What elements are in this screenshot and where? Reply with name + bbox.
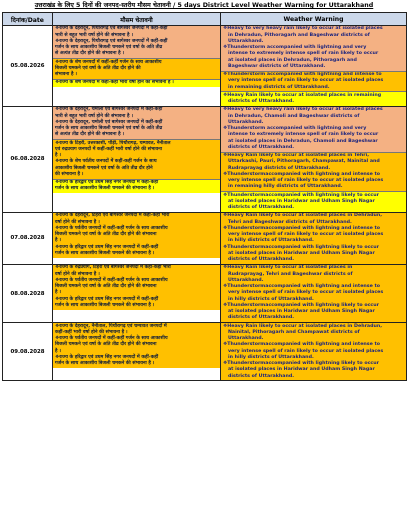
date-cell: 08.08.2028 <box>3 264 53 322</box>
orange-level-warning: ❖Heavy Rain likely to occur at isolated places in Rudraprayag, Tehri and Bageshwar districts of Uttarakhand. ❖Thunderstormaccompanied with lightning and intense to very intense spell of rain likely to occur at isolated places in hilly districts of Uttarakhand. ❖Thunderstormaccompanied with lightning likely to occur at isolated places in Haridwar and Udham Singh Nagar districts of Uttarakhand. <box>221 265 406 322</box>
header-row <box>3 13 407 26</box>
date-cell: 09.08.2028 <box>3 323 53 381</box>
red-level-warning: ❖राज्य के देहरादून, चमोली एवं बागेश्वर जनपदों में कहीं-कहीं भारी से बहुत भारी वर्षा होने की संभावना है । ❖राज्य के देहरादून, चमोली एवं बागेश्वर जनपदों में कहीं-कहीं गर्जन के साथ आकाशीय बिजली चमकने एवं वर्षा के अति तीव्र से अत्यंत तीव्र दौर होने की संभावना है । <box>53 107 220 139</box>
hindi-warning-cell <box>53 212 221 264</box>
orange-level-warning: ❖राज्य के देहरादून, नैनीताल, पिथौरागढ़ एवं चम्पावत जनपदों में कहीं-कहीं भारी वर्षा होने की संभावना है । ❖राज्य के पर्वतीय जनपदों में कहीं-कहीं गर्जन के साथ आकाशीय बिजली चमकने एवं वर्षा के अति तीव्र दौर होने की संभावना है । ❖राज्य के हरिद्वार एवं उधम सिंह नगर जनपदों में कहीं-कहीं गर्जन के साथ आकाशीय बिजली चमकने की संभावना है । <box>53 323 220 368</box>
red-level-warning: ❖Heavy to very heavy rain likely to occur at isolated places in Dehradun, Pithoragarh and Bageshwar districts of Uttarakhand. ❖Thunderstorm accompanied with lightning and very intense to extremely intense spell of rain likely to occur at isolated places in Dehradun, Pithoragarh and Bageshwar districts of Uttarakhand. <box>221 26 406 71</box>
english-warning-column-header: Weather Warning <box>221 13 407 26</box>
yellow-level-warning: ❖Heavy Rain likely to occur at isolated places in remaining districts of Uttarakhand. <box>221 91 406 105</box>
orange-level-warning: ❖राज्य के देहरादून, टिहरी एवं बागेश्वर जनपदों में कहीं-कहीं भारी वर्षा होने की संभावना है । ❖राज्य के पर्वतीय जनपदों में कहीं-कहीं गर्जन के साथ आकाशीय बिजली चमकने एवं वर्षा के अति तीव्र दौर होने की संभावना है । ❖राज्य के हरिद्वार एवं उधम सिंह नगर जनपदों में कहीं-कहीं गर्जन के साथ आकाशीय बिजली चमकने की संभावना है । <box>53 213 220 258</box>
red-level-warning: ❖राज्य के देहरादून, पिथौरागढ़ एवं बागेश्वर जनपदों में कहीं-कहीं भारी से बहुत भारी वर्षा होने की संभावना है । ❖राज्य के देहरादून, पिथौरागढ़ एवं बागेश्वर जनपदों में कहीं-कहीं गर्जन के साथ आकाशीय बिजली चमकने एवं वर्षा के अति तीव्र से अत्यंत तीव्र दौर होने की संभावना है । <box>53 26 220 58</box>
orange-level-warning: ❖Thunderstorm accompanied with lightning and intense to very intense spell of rain likely to occur at isolated places in remaining districts of Uttarakhand. <box>221 71 406 92</box>
orange-level-warning: ❖राज्य के शेष जनपदों में कहीं-कहीं गर्जन के साथ आकाशीय बिजली चमकने एवं वर्षा के अति तीव्र दौर होने की संभावना है । <box>53 58 220 79</box>
hindi-warning-cell <box>53 106 221 212</box>
hindi-warning-cell <box>53 26 221 107</box>
day-row <box>3 106 407 212</box>
hindi-warning-column-header: मौसम चेतावनी <box>53 13 221 26</box>
date-cell: 07.08.2028 <box>3 212 53 264</box>
hindi-warning-cell <box>53 323 221 381</box>
english-warning-cell <box>221 264 407 322</box>
date-cell: 05.08.2026 <box>3 26 53 107</box>
orange-level-warning: ❖राज्य के टिहरी, उत्तरकाशी, पौड़ी, पिथौरागढ़, चम्पावत, नैनीताल एवं रुद्रप्रयाग जनपदों में कहीं-कहीं भारी वर्षा होने की संभावना है । ❖राज्य के शेष पर्वतीय जनपदों में कहीं-कहीं गर्जन के साथ आकाशीय बिजली चमकने एवं वर्षा के अति तीव्र दौर होने की संभावना है । <box>53 139 220 178</box>
page-title: उत्तराखंड के लिए 5 दिनों की जनपद-स्तरीय मौसम चेतावनी / 5 days District Level Weather Warning for Uttarakhand <box>34 2 374 9</box>
orange-level-warning: ❖राज्य के रुद्रप्रयाग, टिहरी एवं बागेश्वर जनपदों में कहीं-कहीं भारी वर्षा होने की संभावना है । ❖राज्य के पर्वतीय जनपदों में कहीं-कहीं गर्जन के साथ आकाशीय बिजली चमकने एवं वर्षा के अति तीव्र दौर होने की संभावना है । ❖राज्य के हरिद्वार एवं उधम सिंह नगर जनपदों में कहीं-कहीं गर्जन के साथ आकाशीय बिजली चमकने की संभावना है । <box>53 265 220 310</box>
orange-level-warning: ❖Heavy Rain likely to occur at isolated places in Dehradun, Tehri and Bageshwar districts of Uttarakhand. ❖Thunderstormaccompanied with lightning and intense to very intense spell of rain likely to occur at isolated places in hilly districts of Uttarakhand. ❖Thunderstormaccompanied with lightning likely to occur at isolated places in Haridwar and Udham Singh Nagar districts of Uttarakhand. <box>221 213 406 264</box>
orange-level-warning: ❖Heavy Rain likely to occur at isolated places in Dehradun, Nainital, Pithoragarh and Champawat districts of Uttarakhand. ❖Thunderstormaccompanied with lightning and intense to very intense spell of rain likely to occur at isolated places in hilly districts of Uttarakhand. ❖Thunderstormaccompanied with lightning likely to occur at isolated places in Haridwar and Udham Singh Nagar districts of Uttarakhand. <box>221 323 406 380</box>
yellow-level-warning: ❖राज्य के शेष जनपदों में कहीं-कहीं भारी वर्षा होने की संभावना है । <box>53 79 220 87</box>
date-column-header: दिनांक/Date <box>3 13 53 26</box>
english-warning-cell <box>221 212 407 264</box>
date-cell: 06.08.2028 <box>3 106 53 212</box>
hindi-warning-cell <box>53 264 221 322</box>
day-row <box>3 264 407 322</box>
orange-level-warning: ❖Heavy Rain likely to occur at isolated places in Tehri, Uttarkashi, Pauri, Pithoragarh, Champawat, Nainital and Rudraprayag districts of Uttarakhand. ❖Thunderstormaccompanied with lightning and intense to very intense spell of rain likely to occur at isolated places in remaining hilly districts of Uttarakhand. <box>221 152 406 191</box>
english-warning-cell <box>221 323 407 381</box>
english-warning-cell <box>221 26 407 107</box>
warning-rows <box>3 26 407 381</box>
yellow-level-warning: ❖राज्य के हरिद्वार एवं उधम सिंह नगर जनपदों में कहीं-कहीं गर्जन के साथ आकाशीय बिजली चमकने की संभावना है । <box>53 179 220 193</box>
day-row <box>3 212 407 264</box>
day-row <box>3 26 407 107</box>
warning-table <box>2 12 407 381</box>
warning-document <box>2 0 406 381</box>
red-level-warning: ❖Heavy to very heavy rain likely to occur at isolated places in Dehradun, Chamoli and Bageshwar districts of Uttarakhand. ❖Thunderstorm accompanied with lightning and very intense to extremely intense spell of rain likely to occur at isolated places in Dehradun, Chamoli and Bageshwar districts of Uttarakhand. <box>221 107 406 152</box>
english-warning-cell <box>221 106 407 212</box>
yellow-level-warning: ❖Thunderstormaccompanied with lightning likely to occur at isolated places in Haridwar and Udham Singh Nagar districts of Uttarakhand. <box>221 191 406 212</box>
day-row <box>3 323 407 381</box>
